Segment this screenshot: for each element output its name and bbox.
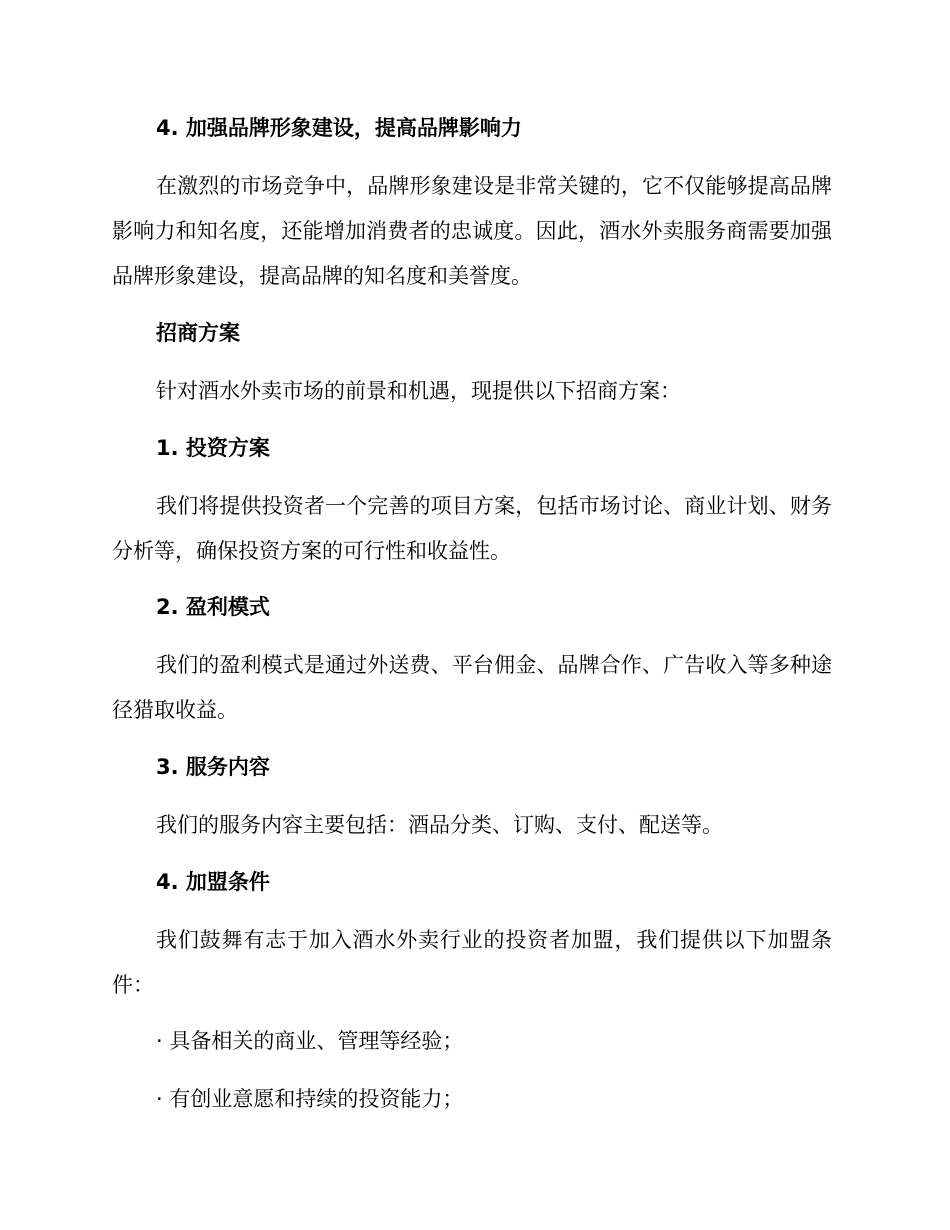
heading-investment-plan: 招商方案: [156, 321, 240, 345]
heading-profit-model: 2. 盈利模式: [156, 595, 270, 619]
heading-franchise-conditions: 4. 加盟条件: [156, 870, 270, 894]
heading-brand-building: 4. 加强品牌形象建设，提高品牌影响力: [156, 116, 522, 140]
paragraph-franchise-conditions: 我们鼓舞有志于加入酒水外卖行业的投资者加盟，我们提供以下加盟条件：: [112, 928, 832, 997]
heading-investment-scheme: 1. 投资方案: [156, 436, 270, 460]
paragraph-profit-model: 我们的盈利模式是通过外送费、平台佣金、品牌合作、广告收入等多种途径猎取收益。: [112, 653, 832, 722]
list-item-investment-ability: · 有创业意愿和持续的投资能力；: [156, 1087, 464, 1111]
paragraph-service-content: 我们的服务内容主要包括：酒品分类、订购、支付、配送等。: [156, 813, 723, 837]
list-item-experience: · 具备相关的商业、管理等经验；: [156, 1029, 464, 1053]
paragraph-brand-building: 在激烈的市场竞争中，品牌形象建设是非常关键的，它不仅能够提高品牌影响力和知名度，还能增加消费者的忠诚度。因此，酒水外卖服务商需要加强品牌形象建设，提高品牌的知名度和美誉度。: [112, 174, 832, 288]
paragraph-investment-scheme: 我们将提供投资者一个完善的项目方案，包括市场讨论、商业计划、财务分析等，确保投资方案的可行性和收益性。: [112, 494, 832, 563]
paragraph-investment-intro: 针对酒水外卖市场的前景和机遇，现提供以下招商方案：: [156, 379, 681, 403]
heading-service-content: 3. 服务内容: [156, 755, 270, 779]
